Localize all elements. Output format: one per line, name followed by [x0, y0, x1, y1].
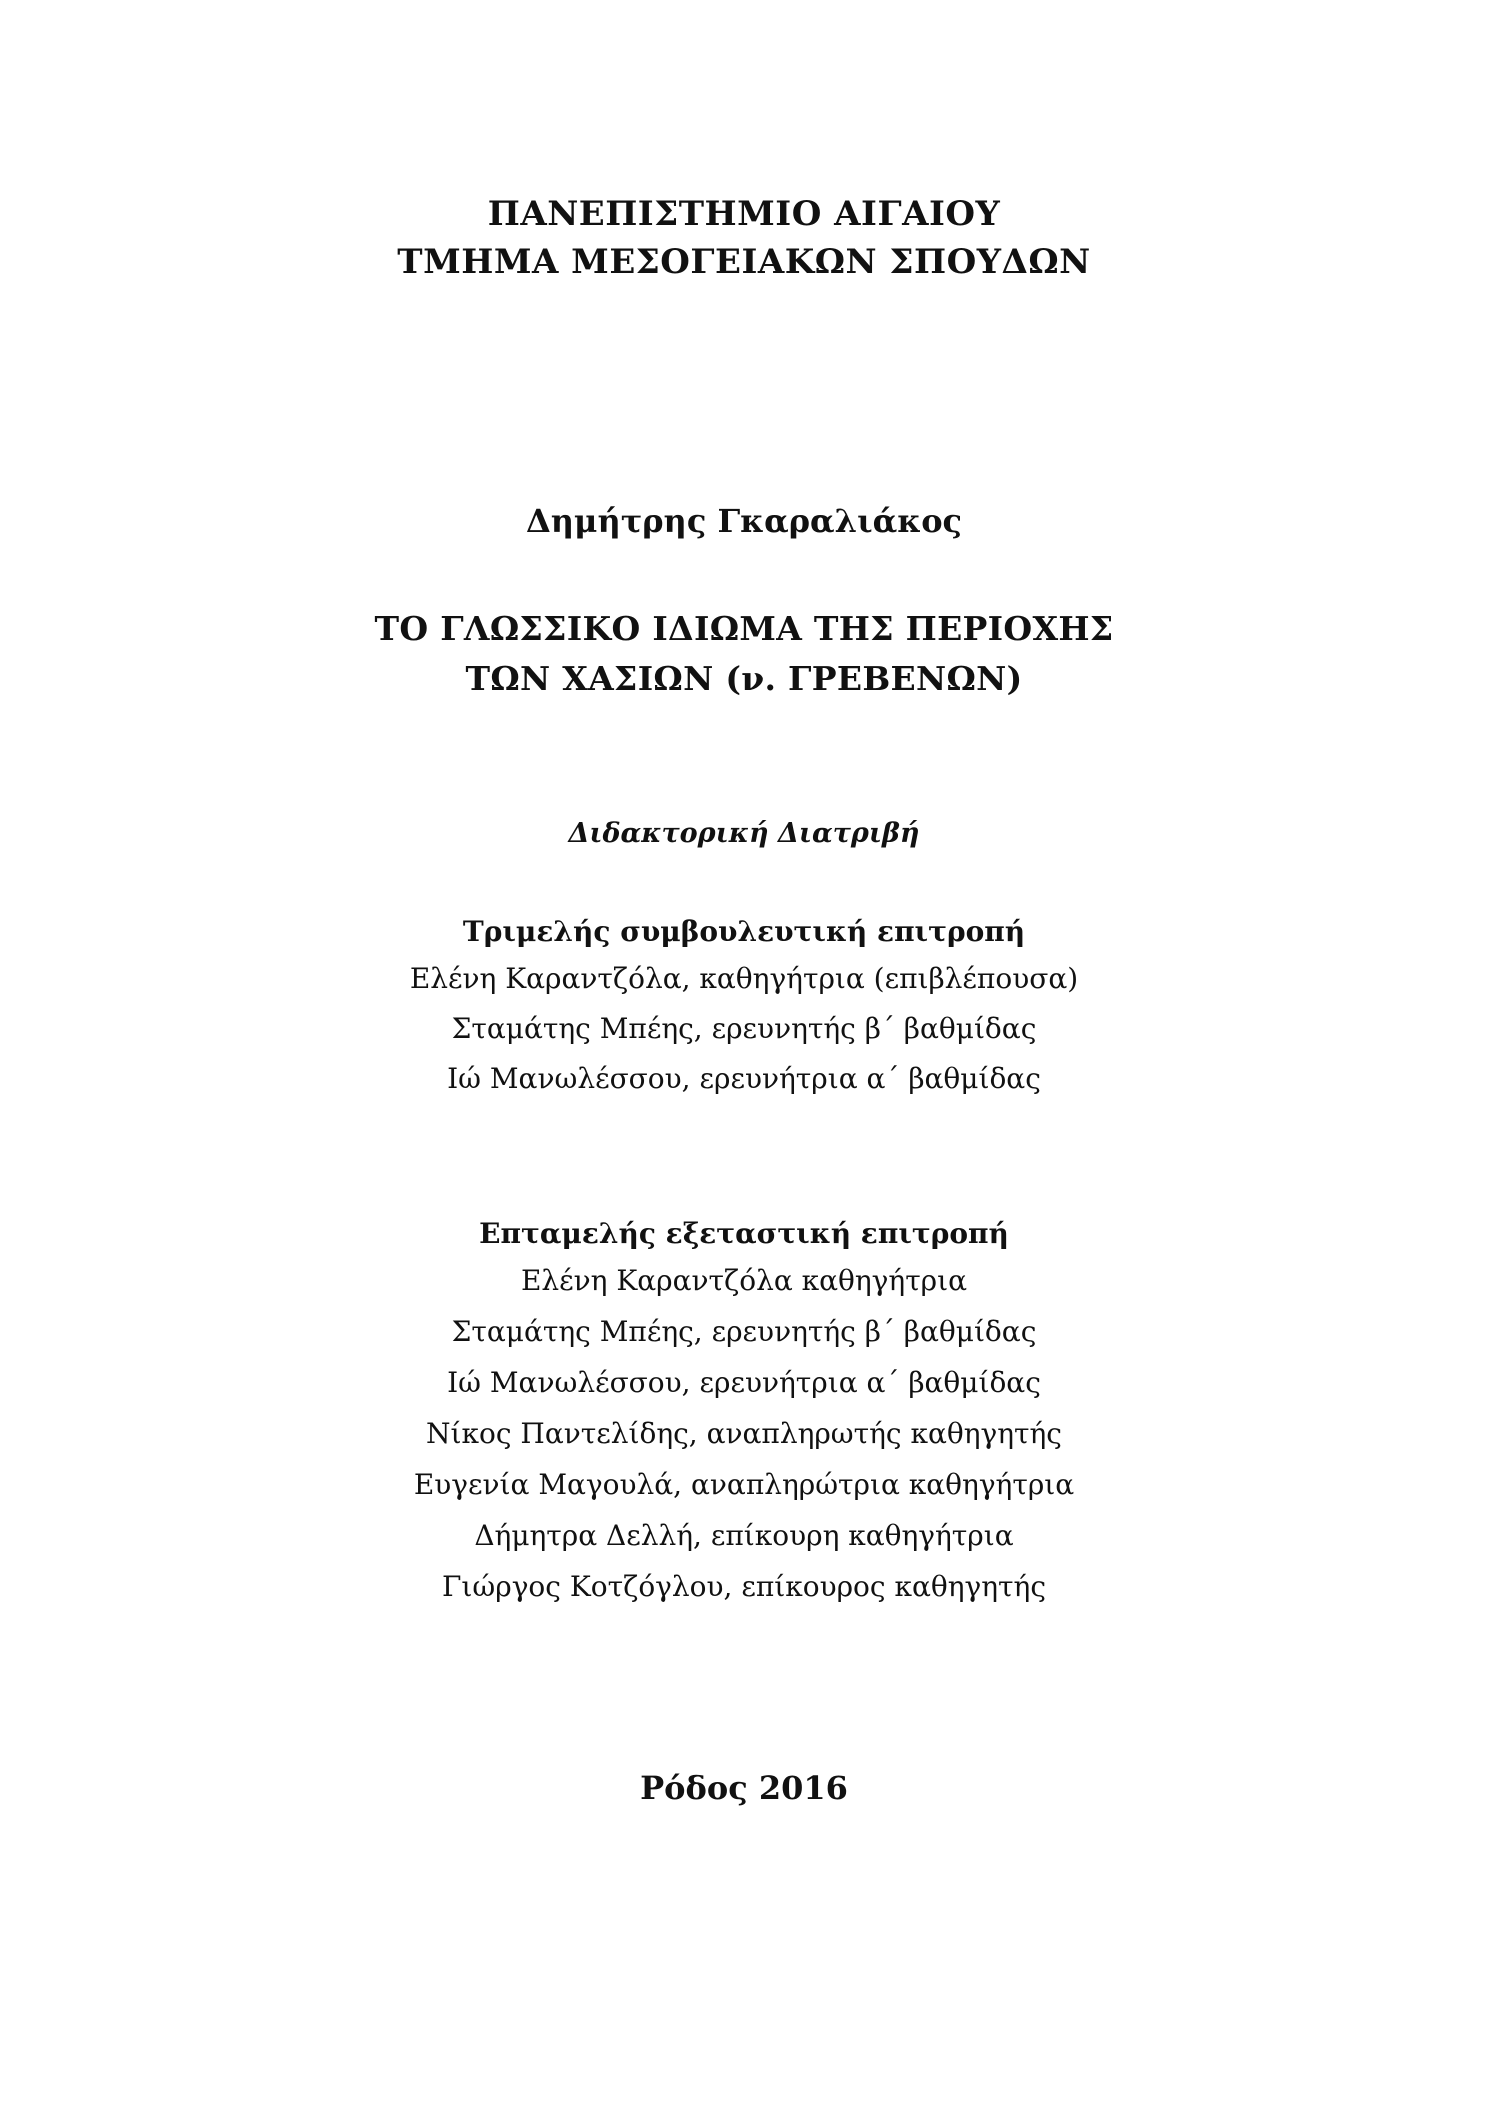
- examining-committee-heading: Επταμελής εξεταστική επιτροπή: [479, 1217, 1009, 1250]
- committee-member: Δήμητρα Δελλή, επίκουρη καθηγήτρια: [474, 1519, 1014, 1552]
- thesis-title-line-1: ΤΟ ΓΛΩΣΣΙΚΟ ΙΔΙΩΜΑ ΤΗΣ ΠΕΡΙΟΧΗΣ: [374, 609, 1114, 648]
- committee-member: Σταμάτης Μπέης, ερευνητής β΄ βαθμίδας: [451, 1012, 1037, 1045]
- committee-member: Νίκος Παντελίδης, αναπληρωτής καθηγητής: [425, 1417, 1062, 1450]
- advisory-committee-list: [0, 962, 1488, 1115]
- examining-committee-list: [0, 1264, 1488, 1624]
- committee-member: Ευγενία Μαγουλά, αναπληρώτρια καθηγήτρια: [413, 1468, 1075, 1501]
- committee-member: Ελένη Καραντζόλα, καθηγήτρια (επιβλέπουσα): [409, 962, 1079, 995]
- document-type: Διδακτορική Διατριβή: [568, 818, 920, 849]
- thesis-title-line-2: ΤΩΝ ΧΑΣΙΩΝ (ν. ΓΡΕΒΕΝΩΝ): [465, 659, 1023, 698]
- department-name: ΤΜΗΜΑ ΜΕΣΟΓΕΙΑΚΩΝ ΣΠΟΥΔΩΝ: [397, 242, 1091, 282]
- committee-member: Γιώργος Κοτζόγλου, επίκουρος καθηγητής: [442, 1570, 1046, 1603]
- committee-member: Ιώ Μανωλέσσου, ερευνήτρια α΄ βαθμίδας: [447, 1366, 1041, 1399]
- place-and-year: Ρόδος 2016: [640, 1769, 848, 1807]
- committee-member: Ιώ Μανωλέσσου, ερευνήτρια α΄ βαθμίδας: [447, 1062, 1041, 1095]
- committee-member: Σταμάτης Μπέης, ερευνητής β΄ βαθμίδας: [451, 1315, 1037, 1348]
- advisory-committee-heading: Τριμελής συμβουλευτική επιτροπή: [462, 915, 1026, 948]
- university-name: ΠΑΝΕΠΙΣΤΗΜΙΟ ΑΙΓΑΙΟΥ: [487, 194, 1001, 234]
- author-name: Δημήτρης Γκαραλιάκος: [525, 502, 963, 540]
- committee-member: Ελένη Καραντζόλα καθηγήτρια: [520, 1264, 968, 1297]
